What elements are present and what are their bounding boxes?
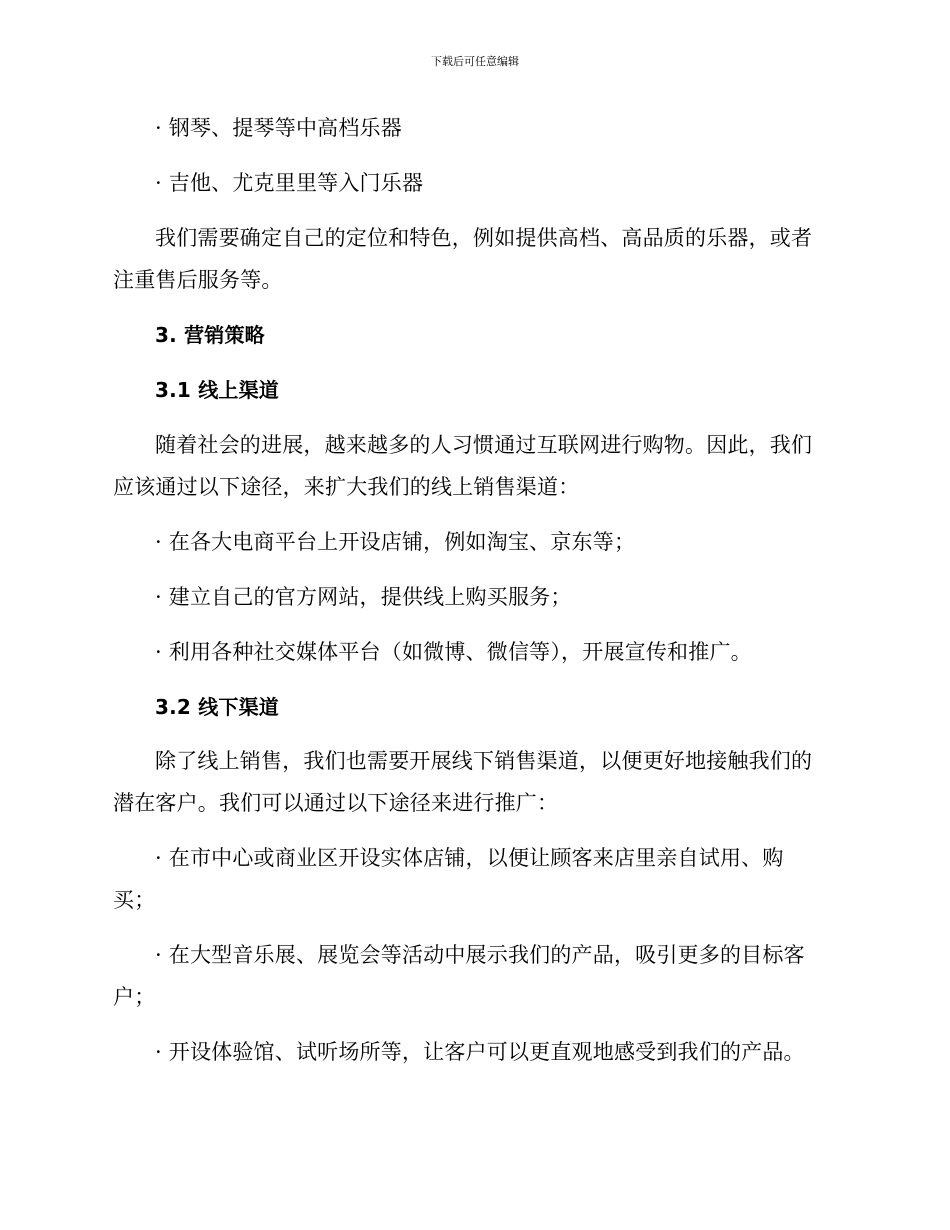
- bullet-item: · 开设体验馆、试听场所等，让客户可以更直观地感受到我们的产品。: [155, 1040, 805, 1064]
- bullet-item: · 在市中心或商业区开设实体店铺，以便让顾客来店里亲自试用、购: [155, 846, 784, 870]
- bullet-item: · 利用各种社交媒体平台（如微博、微信等），开展宣传和推广。: [155, 640, 752, 664]
- paragraph-line: 潜在客户。我们可以通过以下途径来进行推广：: [113, 791, 559, 815]
- bullet-item: · 在各大电商平台上开设店铺，例如淘宝、京东等；: [155, 530, 636, 554]
- paragraph-line: 除了线上销售，我们也需要开展线下销售渠道，以便更好地接触我们的: [155, 749, 813, 773]
- bullet-item-continuation: 户；: [113, 985, 156, 1009]
- subsection-heading: 3.2 线下渠道: [155, 695, 279, 719]
- section-heading: 3. 营销策略: [155, 323, 265, 347]
- paragraph-line: 注重售后服务等。: [113, 268, 283, 292]
- bullet-item: · 在大型音乐展、展览会等活动中展示我们的产品，吸引更多的目标客: [155, 943, 805, 967]
- bullet-item: · 钢琴、提琴等中高档乐器: [155, 116, 402, 140]
- subsection-heading: 3.1 线上渠道: [155, 378, 279, 402]
- bullet-item: · 建立自己的官方网站，提供线上购买服务；: [155, 585, 572, 609]
- paragraph-line: 我们需要确定自己的定位和特色，例如提供高档、高品质的乐器，或者: [155, 226, 813, 250]
- bullet-item-continuation: 买；: [113, 888, 156, 912]
- paragraph-line: 随着社会的进展，越来越多的人习惯通过互联网进行购物。因此，我们: [155, 433, 813, 457]
- page-header-note: 下载后可任意编辑: [431, 55, 519, 68]
- paragraph-line: 应该通过以下途径，来扩大我们的线上销售渠道：: [113, 475, 580, 499]
- bullet-item: · 吉他、尤克里里等入门乐器: [155, 171, 424, 195]
